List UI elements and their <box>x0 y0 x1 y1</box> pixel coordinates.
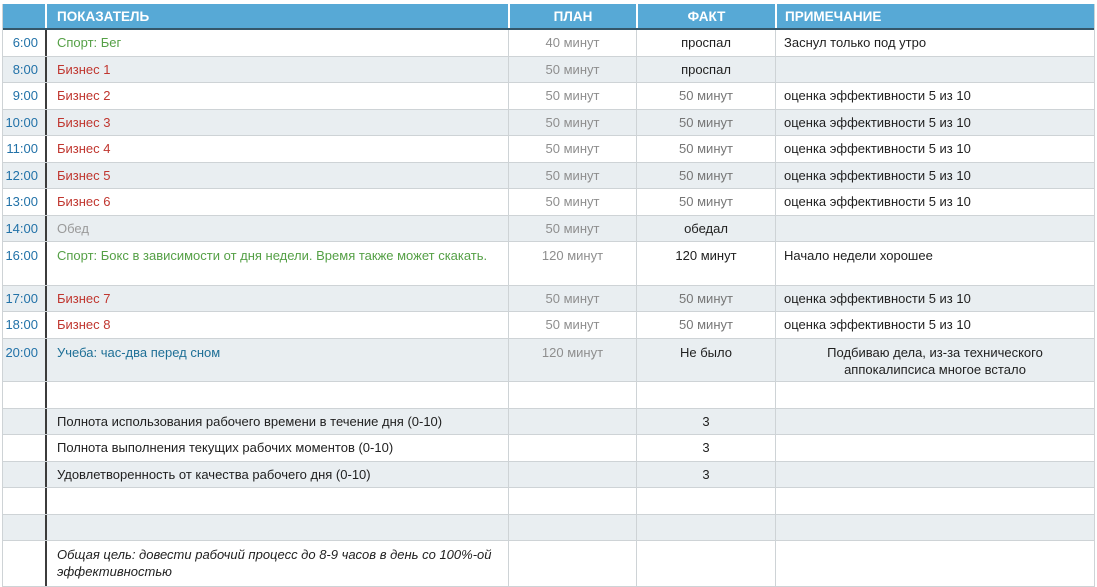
indicator-cell[interactable] <box>47 488 509 514</box>
plan-cell[interactable] <box>509 435 637 461</box>
fact-cell[interactable] <box>637 242 776 285</box>
plan-cell-text: 50 минут <box>545 88 600 104</box>
table-row <box>3 435 1094 462</box>
indicator-cell[interactable] <box>47 57 509 83</box>
fact-cell[interactable] <box>637 216 776 242</box>
time-cell-text: 12:00 <box>5 167 38 183</box>
plan-cell-text: 50 минут <box>545 167 600 183</box>
fact-cell-text: 3 <box>702 466 710 482</box>
plan-cell[interactable] <box>509 541 637 586</box>
fact-cell-text: 50 минут <box>679 88 733 104</box>
time-cell[interactable] <box>3 242 47 285</box>
plan-cell[interactable] <box>509 409 637 435</box>
indicator-cell-text: Учеба: час-два перед сном <box>57 344 221 360</box>
indicator-cell[interactable] <box>47 242 509 285</box>
time-cell[interactable] <box>3 462 47 488</box>
table-row <box>3 57 1094 84</box>
time-cell[interactable] <box>3 216 47 242</box>
plan-cell[interactable] <box>509 110 637 136</box>
plan-cell[interactable] <box>509 312 637 338</box>
plan-cell[interactable] <box>509 339 637 382</box>
fact-cell[interactable] <box>637 163 776 189</box>
indicator-cell-text: Спорт: Бокс в зависимости от дня недели. Время также может скакать. <box>57 248 488 263</box>
plan-cell[interactable] <box>509 515 637 541</box>
header-cell-indicator[interactable]: ПОКАЗАТЕЛЬ <box>47 4 510 28</box>
fact-cell[interactable] <box>637 541 776 586</box>
header-cell-plan[interactable]: ПЛАН <box>510 4 638 28</box>
indicator-cell-text: Бизнес 2 <box>57 88 111 104</box>
note-cell[interactable] <box>776 541 1094 586</box>
note-cell-text: оценка эффективности 5 из 10 <box>784 167 971 183</box>
fact-cell[interactable] <box>637 515 776 541</box>
table-row <box>3 286 1094 313</box>
plan-cell-text: 50 минут <box>545 114 600 130</box>
time-cell[interactable] <box>3 163 47 189</box>
table-row <box>3 136 1094 163</box>
note-cell[interactable] <box>776 286 1094 312</box>
note-cell-text: Начало недели хорошее <box>784 248 933 263</box>
note-cell[interactable] <box>776 163 1094 189</box>
note-cell-text: Подбиваю дела, из-за технического аппокалипсиса многое встало <box>827 344 1043 377</box>
indicator-cell[interactable] <box>47 163 509 189</box>
note-cell[interactable] <box>776 488 1094 514</box>
note-cell[interactable] <box>776 312 1094 338</box>
plan-cell[interactable] <box>509 83 637 109</box>
indicator-cell-text: Полнота выполнения текущих рабочих моментов (0-10) <box>57 440 394 456</box>
fact-cell-text: 50 минут <box>679 317 733 333</box>
fact-cell-text: проспал <box>681 61 731 77</box>
time-cell[interactable] <box>3 286 47 312</box>
note-cell-text: оценка эффективности 5 из 10 <box>784 194 971 210</box>
indicator-cell-text: Обед <box>57 220 89 236</box>
plan-cell[interactable] <box>509 242 637 285</box>
fact-cell-text: 3 <box>702 440 710 456</box>
fact-cell[interactable] <box>637 136 776 162</box>
header-cell-fact[interactable]: ФАКТ <box>638 4 777 28</box>
plan-cell-text: 50 минут <box>545 61 600 77</box>
table-row <box>3 110 1094 137</box>
indicator-cell-text: Бизнес 8 <box>57 317 111 333</box>
table-row <box>3 30 1094 57</box>
fact-cell[interactable] <box>637 382 776 408</box>
note-cell[interactable] <box>776 189 1094 215</box>
plan-cell[interactable] <box>509 30 637 56</box>
time-cell[interactable] <box>3 339 47 382</box>
note-cell[interactable] <box>776 409 1094 435</box>
note-cell[interactable] <box>776 57 1094 83</box>
time-cell-text: 17:00 <box>5 290 38 306</box>
plan-cell[interactable] <box>509 57 637 83</box>
indicator-cell-text: Спорт: Бег <box>57 35 122 51</box>
plan-cell[interactable] <box>509 136 637 162</box>
time-cell-text: 13:00 <box>5 194 38 210</box>
indicator-cell[interactable] <box>47 83 509 109</box>
plan-cell-text: 50 минут <box>545 317 600 333</box>
time-cell[interactable] <box>3 541 47 586</box>
note-cell[interactable] <box>776 339 1094 382</box>
note-cell[interactable] <box>776 462 1094 488</box>
table-row <box>3 541 1094 587</box>
table-row <box>3 462 1094 489</box>
header-cell-time[interactable] <box>3 4 47 28</box>
indicator-cell[interactable] <box>47 339 509 382</box>
fact-cell-text: 50 минут <box>679 114 733 130</box>
fact-cell[interactable] <box>637 409 776 435</box>
fact-cell-text: 50 минут <box>679 141 733 157</box>
plan-cell-text: 120 минут <box>541 248 604 263</box>
indicator-cell[interactable] <box>47 30 509 56</box>
header-cell-note[interactable]: ПРИМЕЧАНИЕ <box>785 8 882 24</box>
fact-cell-text: 3 <box>702 413 710 429</box>
time-cell-text: 6:00 <box>12 35 38 51</box>
table-row <box>3 382 1094 409</box>
table-row <box>3 339 1094 383</box>
plan-cell-text: 50 минут <box>545 141 600 157</box>
note-cell[interactable] <box>776 242 1094 285</box>
indicator-cell-text: Бизнес 4 <box>57 141 111 157</box>
time-cell[interactable] <box>3 435 47 461</box>
indicator-cell-text: Бизнес 6 <box>57 194 111 210</box>
note-cell-text: оценка эффективности 5 из 10 <box>784 141 971 157</box>
time-cell-text: 18:00 <box>5 317 38 333</box>
table-row <box>3 312 1094 339</box>
plan-cell[interactable] <box>509 488 637 514</box>
plan-cell[interactable] <box>509 216 637 242</box>
indicator-cell[interactable] <box>47 435 509 461</box>
time-cell-text: 14:00 <box>5 220 38 236</box>
indicator-cell[interactable] <box>47 216 509 242</box>
plan-cell-text: 120 минут <box>541 344 604 360</box>
indicator-cell-text: Бизнес 5 <box>57 167 111 183</box>
fact-cell[interactable] <box>637 462 776 488</box>
fact-cell[interactable] <box>637 189 776 215</box>
table-body <box>3 30 1094 587</box>
table-header-row <box>3 4 1094 30</box>
plan-cell[interactable] <box>509 382 637 408</box>
fact-cell[interactable] <box>637 57 776 83</box>
time-cell[interactable] <box>3 57 47 83</box>
indicator-cell[interactable] <box>47 462 509 488</box>
indicator-cell[interactable] <box>47 312 509 338</box>
note-cell[interactable] <box>776 30 1094 56</box>
time-cell[interactable] <box>3 30 47 56</box>
indicator-cell-text: Общая цель: довести рабочий процесс до 8-9 часов в день со 100%-ой эффективностью <box>57 547 492 580</box>
time-cell[interactable] <box>3 382 47 408</box>
plan-cell-text: 50 минут <box>545 290 600 306</box>
time-cell-text: 11:00 <box>6 141 38 157</box>
time-cell-text: 10:00 <box>5 114 38 130</box>
fact-cell-text: 50 минут <box>679 167 733 183</box>
fact-cell[interactable] <box>637 83 776 109</box>
table-row <box>3 163 1094 190</box>
plan-cell[interactable] <box>509 163 637 189</box>
time-cell[interactable] <box>3 488 47 514</box>
note-cell[interactable] <box>776 435 1094 461</box>
fact-cell[interactable] <box>637 286 776 312</box>
note-cell-text: оценка эффективности 5 из 10 <box>784 88 971 104</box>
note-cell[interactable] <box>776 382 1094 408</box>
fact-cell-text: 50 минут <box>679 290 733 306</box>
note-cell-text: оценка эффективности 5 из 10 <box>784 114 971 130</box>
fact-cell-text: проспал <box>681 35 731 51</box>
fact-cell-text: обедал <box>684 220 728 236</box>
time-cell[interactable] <box>3 409 47 435</box>
fact-cell[interactable] <box>637 30 776 56</box>
indicator-cell[interactable] <box>47 136 509 162</box>
indicator-cell[interactable] <box>47 382 509 408</box>
plan-cell[interactable] <box>509 462 637 488</box>
time-cell-text: 16:00 <box>5 248 38 263</box>
time-cell[interactable] <box>3 136 47 162</box>
time-cell-text: 20:00 <box>5 344 38 360</box>
indicator-cell-text: Полнота использования рабочего времени в течение дня (0-10) <box>57 413 443 429</box>
note-cell[interactable] <box>776 110 1094 136</box>
fact-cell[interactable] <box>637 435 776 461</box>
note-cell-text: оценка эффективности 5 из 10 <box>784 317 971 333</box>
fact-cell[interactable] <box>637 339 776 382</box>
schedule-table <box>2 4 1095 587</box>
indicator-cell-text: Бизнес 7 <box>57 290 111 306</box>
indicator-cell[interactable] <box>47 541 509 586</box>
fact-cell[interactable] <box>637 312 776 338</box>
indicator-cell[interactable] <box>47 189 509 215</box>
note-cell[interactable] <box>776 83 1094 109</box>
table-row <box>3 515 1094 542</box>
note-cell[interactable] <box>776 216 1094 242</box>
indicator-cell-text: Бизнес 1 <box>57 61 111 77</box>
time-cell[interactable] <box>3 189 47 215</box>
indicator-cell-text: Бизнес 3 <box>57 114 111 130</box>
time-cell[interactable] <box>3 110 47 136</box>
note-cell-text: Заснул только под утро <box>784 35 927 51</box>
indicator-cell[interactable] <box>47 286 509 312</box>
plan-cell[interactable] <box>509 189 637 215</box>
indicator-cell[interactable] <box>47 409 509 435</box>
table-row <box>3 409 1094 436</box>
fact-cell-text: 120 минут <box>675 248 737 263</box>
plan-cell-text: 50 минут <box>545 194 600 210</box>
fact-cell-text: 50 минут <box>679 194 733 210</box>
plan-cell-text: 40 минут <box>545 35 600 51</box>
plan-cell-text: 50 минут <box>545 220 600 236</box>
table-row <box>3 216 1094 243</box>
table-row <box>3 488 1094 515</box>
table-row <box>3 242 1094 286</box>
time-cell[interactable] <box>3 83 47 109</box>
time-cell[interactable] <box>3 515 47 541</box>
table-row <box>3 189 1094 216</box>
note-cell[interactable] <box>776 136 1094 162</box>
note-cell[interactable] <box>776 515 1094 541</box>
time-cell-text: 9:00 <box>12 88 38 104</box>
indicator-cell[interactable] <box>47 110 509 136</box>
table-row <box>3 83 1094 110</box>
fact-cell[interactable] <box>637 488 776 514</box>
plan-cell[interactable] <box>509 286 637 312</box>
note-cell-text: оценка эффективности 5 из 10 <box>784 290 971 306</box>
fact-cell[interactable] <box>637 110 776 136</box>
indicator-cell-text: Удовлетворенность от качества рабочего дня (0-10) <box>57 466 371 482</box>
time-cell-text: 8:00 <box>12 61 38 77</box>
indicator-cell[interactable] <box>47 515 509 541</box>
fact-cell-text: Не было <box>680 344 732 360</box>
time-cell[interactable] <box>3 312 47 338</box>
